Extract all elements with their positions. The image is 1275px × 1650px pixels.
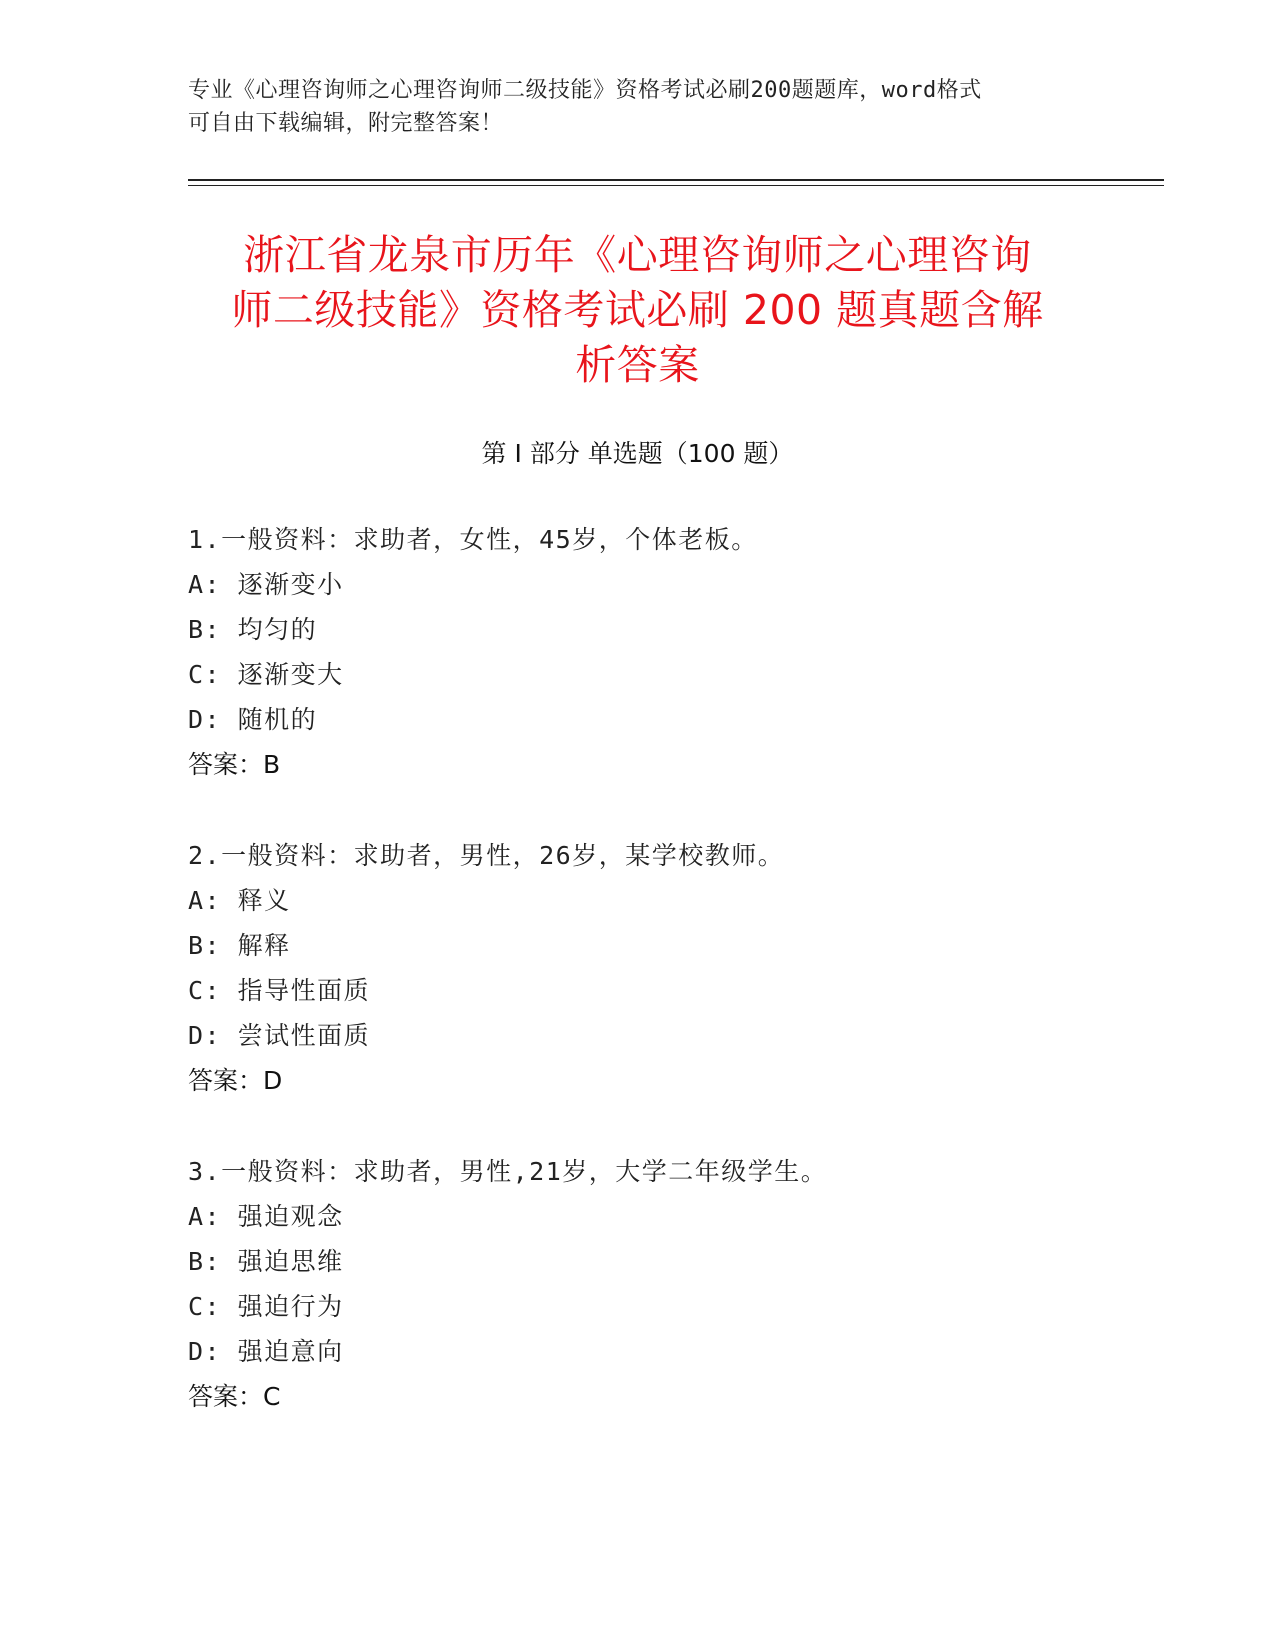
option-b: B: 解释	[188, 931, 291, 960]
answer-line: 答案：D	[188, 1066, 283, 1095]
question-1	[188, 517, 1088, 787]
option-b: B: 强迫思维	[188, 1247, 344, 1276]
option-c: C: 逐渐变大	[188, 660, 344, 689]
document-title-line-1: 浙江省龙泉市历年《心理咨询师之心理咨询	[243, 231, 1032, 279]
document-title-line-2: 师二级技能》资格考试必刷 200 题真题含解	[231, 286, 1044, 334]
option-b: B: 均匀的	[188, 615, 318, 644]
question-2	[188, 833, 1088, 1103]
section-title: 第 I 部分 单选题（100 题）	[481, 439, 794, 468]
document-title	[190, 228, 1085, 393]
header-note-line-1: 专业《心理咨询师之心理咨询师二级技能》资格考试必刷200题题库，word格式	[188, 78, 982, 103]
header-divider-thick	[188, 179, 1164, 181]
question-stem: 2.一般资料：求助者，男性，26岁，某学校教师。	[188, 841, 785, 870]
option-d: D: 随机的	[188, 705, 318, 734]
option-d: D: 尝试性面质	[188, 1021, 371, 1050]
document-title-line-3: 析答案	[575, 341, 700, 389]
question-stem: 3.一般资料：求助者，男性,21岁，大学二年级学生。	[188, 1157, 828, 1186]
header-note-line-2: 可自由下载编辑，附完整答案！	[188, 111, 504, 136]
option-c: C: 强迫行为	[188, 1292, 344, 1321]
option-a: A: 释义	[188, 886, 291, 915]
header-note	[188, 74, 1068, 140]
question-3	[188, 1149, 1088, 1419]
answer-line: 答案：B	[188, 750, 281, 779]
answer-line: 答案：C	[188, 1382, 281, 1411]
option-a: A: 强迫观念	[188, 1202, 344, 1231]
question-stem: 1.一般资料：求助者，女性，45岁，个体老板。	[188, 525, 758, 554]
option-c: C: 指导性面质	[188, 976, 371, 1005]
option-d: D: 强迫意向	[188, 1337, 344, 1366]
header-divider-thin	[188, 185, 1164, 186]
option-a: A: 逐渐变小	[188, 570, 344, 599]
